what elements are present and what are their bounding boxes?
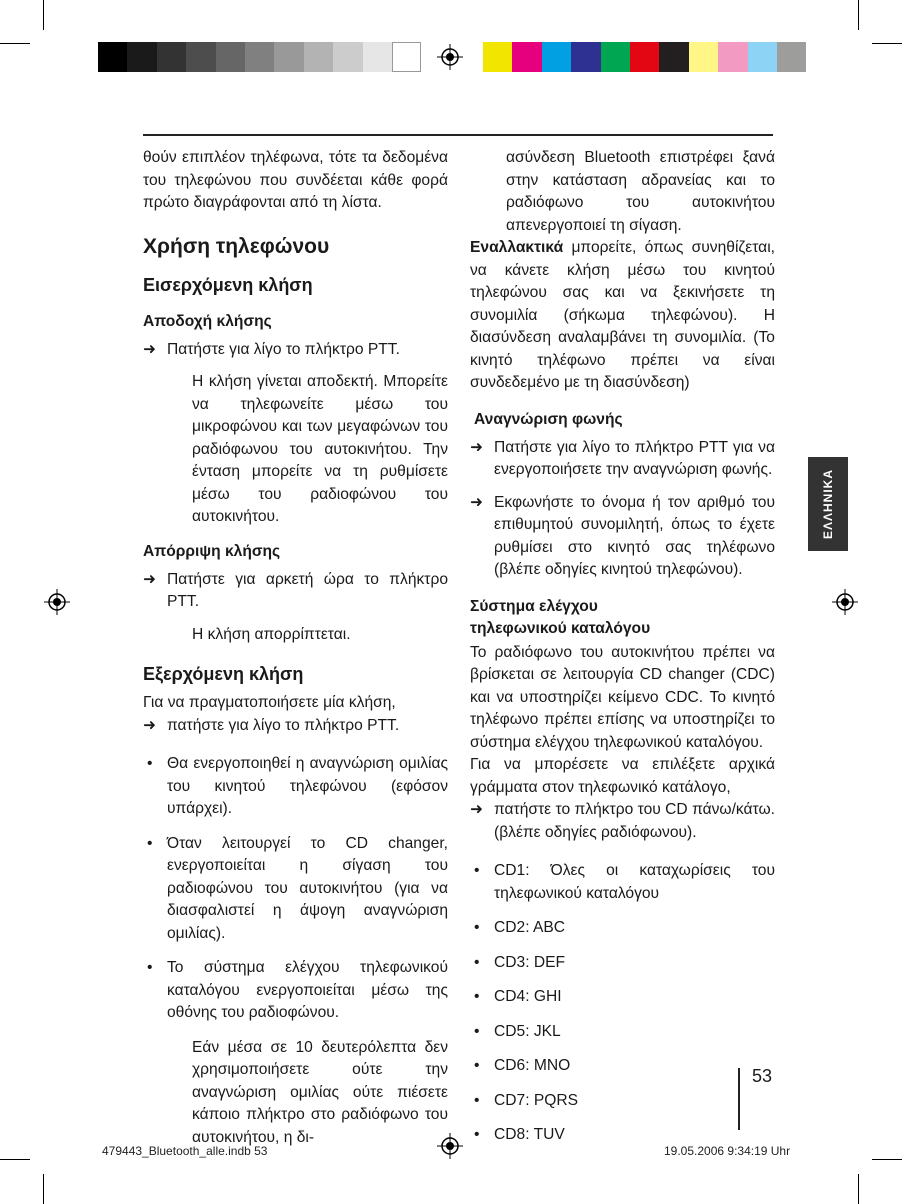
accept-call-note: Η κλήση γίνεται αποδεκτή. Μπορείτε να τηλεφωνείτε μέσω του μικροφώνου και των μεγαφώνων του ραδιόφωνου του αυτοκινήτου. Την ένταση μπορείτε να τη ρυθμίσετε μέσω του ραδιοφώνου του αυτοκινήτου. xyxy=(192,373,448,525)
list-item: • CD1: Όλες οι καταχωρίσεις του τηλεφωνικού καταλόγου xyxy=(474,862,775,902)
color-swatch xyxy=(483,42,512,72)
arrow-icon: ➜ xyxy=(470,493,484,511)
arrow-icon: ➜ xyxy=(143,340,157,358)
crop-mark xyxy=(43,0,44,30)
alternative-paragraph: Εναλλακτικά μπορείτε, όπως συνηθίζεται, να κάνετε κλήση μέσω του κινητού τηλεφώνου σας και να ξεκινήσετε τη συνομιλία (σήκωμα τηλεφώνου). Η διασύνδεση αναλαμβάνει τη συνομιλία. (Το κινητό τηλέφωνο πρέπει να είναι συνδεδεμένο με τη διασύνδεση) xyxy=(470,239,775,391)
gray-swatch xyxy=(333,42,362,72)
reject-call-step: ➜ Πατήστε για αρκετή ώρα το πλήκτρο PTT. xyxy=(143,570,448,610)
color-swatch xyxy=(571,42,600,72)
list-item: • CD5: JKL xyxy=(474,1022,561,1040)
header-rule xyxy=(143,134,773,136)
outgoing-intro: Για να πραγματοποιήσετε μία κλήση, xyxy=(143,694,396,711)
registration-mark-icon xyxy=(832,589,858,615)
gray-swatch xyxy=(186,42,215,72)
crop-mark xyxy=(872,43,902,44)
outgoing-call-step: ➜ πατήστε για λίγο το πλήκτρο PTT. xyxy=(143,715,448,738)
phonebook-paragraph: Το ραδιόφωνο του αυτοκινήτου πρέπει να βρίσκεται σε λειτουργία CD changer (CDC) και να υποστηρίζει κείμενο CDC. Το κινητό τηλέφωνο πρέπει επίσης να υποστηρίζει το σύστημα ελέγχου τηλεφωνικού καταλόγου. xyxy=(470,643,775,751)
voice-step: ➜ Πατήστε για λίγο το πλήκτρο PTT για να ενεργοποιήσετε την αναγνώριση φωνής. xyxy=(470,438,775,478)
heading-outgoing-call: Εξερχόμενη κλήση xyxy=(143,664,304,684)
gray-calibration-bars xyxy=(98,42,421,72)
footer-filename: 479443_Bluetooth_alle.indb 53 xyxy=(102,1144,268,1158)
intro-paragraph: θούν επιπλέον τηλέφωνα, τότε τα δεδομένα του τηλεφώνου που συνδέεται κάθε φορά πρώτο διαγράφονται από τη λίστα. xyxy=(143,149,448,211)
registration-mark-icon xyxy=(437,44,463,70)
crop-mark xyxy=(858,1174,859,1204)
gray-swatch xyxy=(304,42,333,72)
list-item: • Το σύστημα ελέγχου τηλεφωνικού καταλόγου ενεργοποιείται μέσω της οθόνης του ραδιοφώνου. xyxy=(147,959,448,1021)
color-swatch xyxy=(748,42,777,72)
color-swatch xyxy=(630,42,659,72)
list-item: • CD3: DEF xyxy=(474,953,566,971)
list-item: • CD4: GHI xyxy=(474,988,562,1005)
gray-swatch xyxy=(274,42,303,72)
page-number-bar xyxy=(738,1068,740,1130)
color-calibration-bars xyxy=(483,42,806,72)
phonebook-step: ➜ πατήστε το πλήκτρο του CD πάνω/κάτω. (βλέπε οδηγίες ραδιόφωνου). xyxy=(470,801,775,841)
voice-step: ➜ Εκφωνήστε το όνομα ή τον αριθμό του επιθυμητού συνομιλητή, όπως το έχετε ρυθμίσει στο κινητό σας τηλέφωνο (βλέπε οδηγίες κινητού τηλεφώνου). xyxy=(470,493,775,578)
color-swatch xyxy=(718,42,747,72)
crop-mark xyxy=(0,1159,30,1160)
right-column xyxy=(470,147,775,1159)
reject-call-note: Η κλήση απορρίπτεται. xyxy=(192,625,351,643)
page-number: 53 xyxy=(752,1066,773,1086)
gray-swatch xyxy=(98,42,127,72)
heading-accept-call: Αποδοχή κλήσης xyxy=(143,312,272,330)
phonebook-paragraph: Για να μπορέσετε να επιλέξετε αρχικά γράμματα στον τηλεφωνικό κατάλογο, xyxy=(470,756,775,796)
list-item: • CD2: ABC xyxy=(474,919,566,936)
list-item: • Θα ενεργοποιηθεί η αναγνώριση ομιλίας του κινητού τηλεφώνου (εφόσον υπάρχει). xyxy=(147,755,448,817)
crop-mark xyxy=(858,0,859,30)
arrow-icon: ➜ xyxy=(470,801,484,818)
list-item: • CD6: MNO xyxy=(474,1057,571,1074)
heading-reject-call: Απόρριψη κλήσης xyxy=(143,542,281,560)
gray-swatch xyxy=(363,42,392,72)
footer-date: 19.05.2006 9:34:19 Uhr xyxy=(664,1144,791,1158)
language-tab: ΕΛΛΗΝΙΚΑ xyxy=(808,457,848,551)
color-swatch xyxy=(659,42,688,72)
crop-mark xyxy=(872,1159,902,1160)
continued-note: ασύνδεση Bluetooth επιστρέφει ξανά στην κατάσταση αδρανείας και το ραδιόφωνο του αυτοκινήτου απενεργοποιεί τη σίγαση. xyxy=(506,149,775,234)
color-swatch xyxy=(601,42,630,72)
list-item: • Όταν λειτουργεί το CD changer, ενεργοποιείται η σίγαση του ραδιοφώνου του αυτοκινήτου (για να διασφαλιστεί η άψογη αναγνώριση ομιλίας). xyxy=(147,834,448,942)
left-column xyxy=(143,147,448,1149)
accept-call-step: ➜ Πατήστε για λίγο το πλήκτρο PTT. xyxy=(143,339,448,362)
arrow-icon: ➜ xyxy=(143,570,157,588)
heading-voice-recognition: Αναγνώριση φωνής xyxy=(474,410,623,428)
color-swatch xyxy=(777,42,806,72)
color-swatch xyxy=(542,42,571,72)
crop-mark xyxy=(0,43,30,44)
heading-incoming-call: Εισερχόμενη κλήση xyxy=(143,274,313,295)
arrow-icon: ➜ xyxy=(470,438,484,456)
gray-swatch xyxy=(392,42,421,72)
gray-swatch xyxy=(127,42,156,72)
heading-phonebook: Σύστημα ελέγχου τηλεφωνικού καταλόγου xyxy=(470,597,651,637)
crop-mark xyxy=(43,1174,44,1204)
color-swatch xyxy=(689,42,718,72)
gray-swatch xyxy=(245,42,274,72)
timeout-note: Εάν μέσα σε 10 δευτερόλεπτα δεν χρησιμοποιήσετε ούτε την αναγνώριση ομιλίας ούτε πιέσετε κάποιο πλήκτρο στο ραδιόφωνο του αυτοκινήτου, η δι- xyxy=(192,1038,448,1146)
gray-swatch xyxy=(157,42,186,72)
color-swatch xyxy=(512,42,541,72)
list-item: • CD7: PQRS xyxy=(474,1091,579,1109)
section-heading-phone-use: Χρήση τηλεφώνου xyxy=(143,234,330,258)
registration-mark-icon xyxy=(44,589,70,615)
arrow-icon: ➜ xyxy=(143,716,157,734)
gray-swatch xyxy=(216,42,245,72)
list-item: • CD8: TUV xyxy=(474,1126,565,1143)
